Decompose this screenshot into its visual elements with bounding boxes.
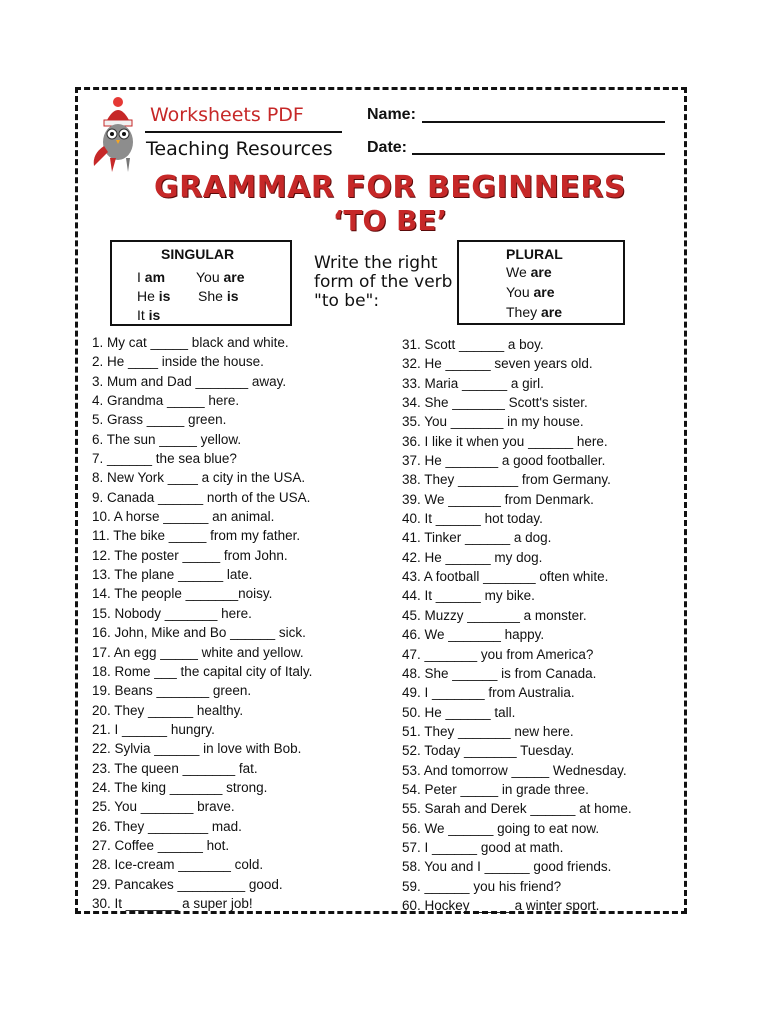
name-field[interactable]: [422, 121, 665, 123]
question-item[interactable]: 18. Rome ___ the capital city of Italy.: [92, 663, 313, 679]
name-label: Name:: [367, 106, 416, 123]
question-item[interactable]: 48. She ______ is from Canada.: [402, 665, 597, 681]
brand-subtitle: Teaching Resources: [146, 138, 333, 160]
plural-item: They are: [506, 304, 563, 320]
question-item[interactable]: 51. They _______ new here.: [402, 723, 574, 739]
question-item[interactable]: 58. You and I ______ good friends.: [402, 859, 612, 875]
question-item[interactable]: 42. He ______ my dog.: [402, 549, 543, 565]
question-item[interactable]: 3. Mum and Dad _______ away.: [92, 373, 287, 389]
plural-item: We are: [506, 264, 552, 280]
question-item[interactable]: 20. They ______ healthy.: [92, 702, 244, 718]
question-item[interactable]: 4. Grandma _____ here.: [92, 393, 240, 409]
question-item[interactable]: 29. Pancakes _________ good.: [92, 876, 283, 892]
questions-left-list: [92, 333, 312, 913]
singular-heading: SINGULAR: [161, 246, 235, 262]
question-item[interactable]: 19. Beans _______ green.: [92, 683, 252, 699]
question-item[interactable]: 12. The poster _____ from John.: [92, 547, 288, 563]
question-item[interactable]: 13. The plane ______ late.: [92, 567, 253, 583]
singular-item: You are: [196, 269, 245, 285]
question-item[interactable]: 43. A football _______ often white.: [402, 569, 609, 585]
date-label: Date:: [367, 139, 408, 156]
question-item[interactable]: 46. We _______ happy.: [402, 627, 545, 643]
page-subtitle: ‘TO BE’: [332, 204, 448, 237]
question-item[interactable]: 39. We _______ from Denmark.: [402, 491, 594, 507]
question-item[interactable]: 28. Ice-cream _______ cold.: [92, 857, 264, 873]
question-item[interactable]: 55. Sarah and Derek ______ at home.: [402, 801, 632, 817]
instructions: Write the right form of the verb "to be":: [314, 253, 453, 311]
plural-box: [457, 240, 625, 325]
question-item[interactable]: 59. ______ you his friend?: [402, 878, 562, 894]
brand-title: Worksheets PDF: [150, 104, 304, 126]
question-item[interactable]: 21. I ______ hungry.: [92, 721, 215, 737]
question-item[interactable]: 15. Nobody _______ here.: [92, 605, 252, 621]
question-item[interactable]: 33. Maria ______ a girl.: [402, 375, 544, 391]
question-item[interactable]: 36. I like it when you ______ here.: [402, 433, 608, 449]
question-item[interactable]: 41. Tinker ______ a dog.: [402, 530, 552, 546]
question-item[interactable]: 2. He ____ inside the house.: [92, 354, 264, 370]
question-item[interactable]: 24. The king _______ strong.: [92, 779, 268, 795]
page-title: GRAMMAR FOR BEGINNERS: [153, 170, 626, 205]
question-item[interactable]: 53. And tomorrow _____ Wednesday.: [402, 762, 627, 778]
question-item[interactable]: 52. Today _______ Tuesday.: [402, 743, 575, 759]
question-item[interactable]: 1. My cat _____ black and white.: [92, 335, 289, 350]
question-item[interactable]: 56. We ______ going to eat now.: [402, 820, 600, 836]
question-item[interactable]: 8. New York ____ a city in the USA.: [92, 470, 306, 486]
singular-item: I am: [137, 269, 166, 285]
question-item[interactable]: 26. They ________ mad.: [92, 818, 242, 834]
plural-heading: PLURAL: [506, 246, 563, 262]
question-item[interactable]: 6. The sun _____ yellow.: [92, 431, 242, 447]
brand-divider: [145, 131, 342, 133]
question-item[interactable]: 7. ______ the sea blue?: [92, 451, 237, 467]
question-item[interactable]: 22. Sylvia ______ in love with Bob.: [92, 741, 302, 757]
singular-box: [110, 240, 292, 326]
question-item[interactable]: 37. He _______ a good footballer.: [402, 453, 606, 469]
question-item[interactable]: 49. I _______ from Australia.: [402, 685, 575, 701]
date-field[interactable]: [412, 153, 665, 155]
question-item[interactable]: 54. Peter _____ in grade three.: [402, 781, 589, 797]
question-item[interactable]: 45. Muzzy _______ a monster.: [402, 607, 587, 623]
question-item[interactable]: 44. It ______ my bike.: [402, 588, 535, 604]
question-item[interactable]: 23. The queen _______ fat.: [92, 760, 258, 776]
question-item[interactable]: 27. Coffee ______ hot.: [92, 837, 230, 853]
question-item[interactable]: 31. Scott ______ a boy.: [402, 337, 544, 352]
question-item[interactable]: 60. Hockey _____ a winter sport.: [402, 897, 600, 913]
question-item[interactable]: 17. An egg _____ white and yellow.: [92, 644, 304, 660]
question-item[interactable]: 16. John, Mike and Bo ______ sick.: [92, 625, 306, 641]
question-item[interactable]: 9. Canada ______ north of the USA.: [92, 489, 311, 505]
question-item[interactable]: 30. It _______ a super job!: [92, 895, 253, 911]
question-item[interactable]: 57. I ______ good at math.: [402, 839, 564, 855]
question-item[interactable]: 50. He ______ tall.: [402, 704, 516, 720]
question-item[interactable]: 34. She _______ Scott's sister.: [402, 395, 588, 411]
plural-item: You are: [506, 284, 555, 300]
question-item[interactable]: 40. It ______ hot today.: [402, 511, 543, 527]
questions-right-list: [402, 335, 632, 915]
question-item[interactable]: 14. The people _______noisy.: [92, 586, 273, 602]
question-item[interactable]: 35. You _______ in my house.: [402, 414, 584, 430]
question-item[interactable]: 5. Grass _____ green.: [92, 412, 227, 428]
question-item[interactable]: 32. He ______ seven years old.: [402, 356, 593, 372]
question-item[interactable]: 25. You _______ brave.: [92, 799, 235, 815]
question-item[interactable]: 11. The bike _____ from my father.: [92, 528, 301, 544]
question-item[interactable]: 38. They ________ from Germany.: [402, 472, 611, 488]
question-item[interactable]: 47. _______ you from America?: [402, 646, 594, 662]
owl-mascot-icon: [90, 96, 146, 176]
question-item[interactable]: 10. A horse ______ an animal.: [92, 509, 275, 525]
singular-item: She is: [198, 288, 239, 304]
singular-item: It is: [137, 307, 161, 323]
singular-item: He is: [137, 288, 171, 304]
